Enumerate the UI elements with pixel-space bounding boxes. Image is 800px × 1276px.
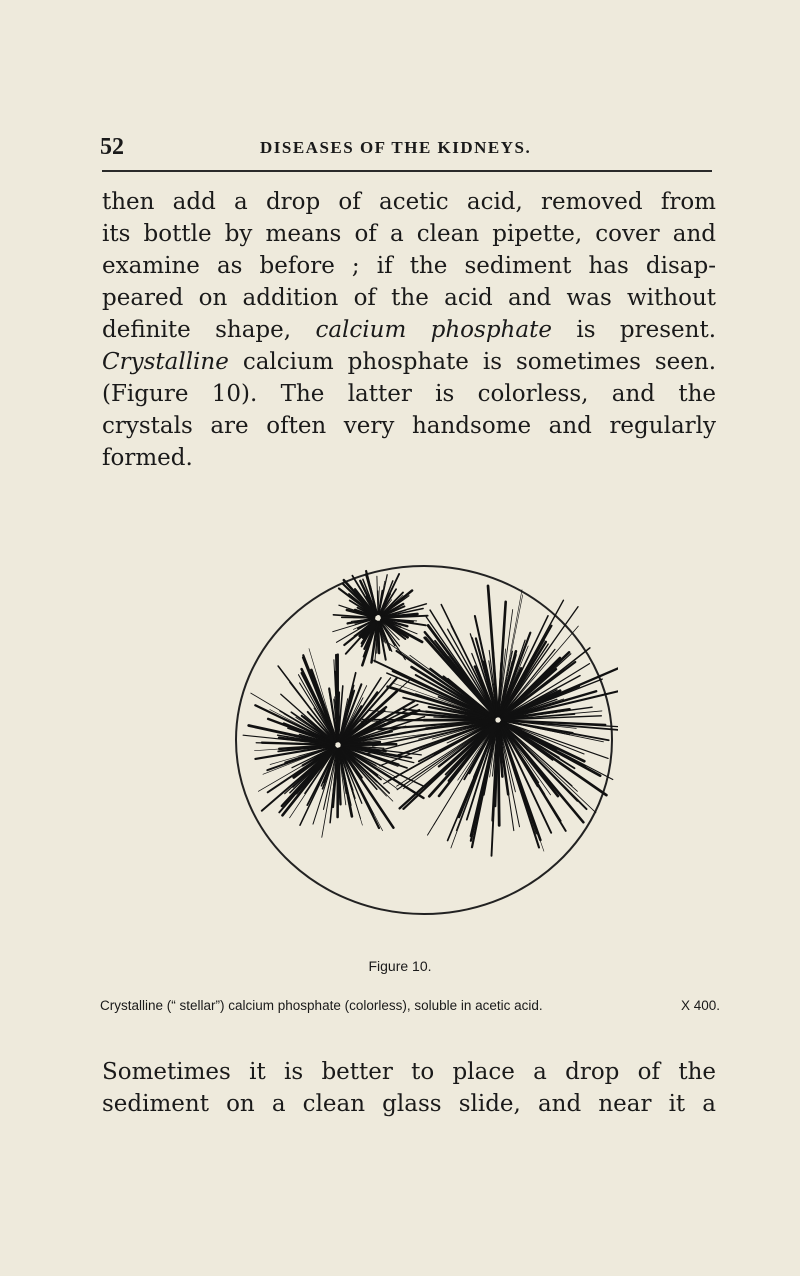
text-line: crystals are often very handsome and regularly [102, 413, 716, 439]
text-line: Sometimes it is better to place a drop of the [102, 1059, 716, 1085]
text-line: examine as before ; if the sediment has disap- [102, 253, 716, 279]
text-line: formed. [102, 445, 193, 471]
crystal-illustration [228, 560, 618, 930]
paragraph-2 [102, 1056, 716, 1120]
text-span: is present. [576, 317, 716, 343]
crystal-needle [362, 719, 494, 720]
paragraph-1 [102, 186, 716, 474]
text-span: calcium phosphate is sometimes seen. [242, 349, 717, 375]
italic-term: Crystalline [102, 349, 229, 375]
page-number: 52 [100, 134, 124, 160]
crystal-needle [498, 724, 499, 825]
italic-term: calcium phosphate [315, 317, 552, 343]
crystal-cluster-top [333, 571, 428, 665]
text-line: (Figure 10). The latter is colorless, and the [102, 381, 716, 407]
text-line: peared on addition of the acid and was without [102, 285, 716, 311]
text-line [102, 314, 716, 346]
text-span: definite shape, [102, 317, 292, 343]
magnification: X 400. [680, 998, 720, 1013]
text-line [102, 346, 716, 378]
header-rule [102, 170, 712, 172]
crystal-needle [342, 744, 396, 745]
figure-label: Figure 10. [368, 958, 432, 974]
text-line: its bottle by means of a clean pipette, cover and [102, 221, 716, 247]
text-line: then add a drop of acetic acid, removed from [102, 189, 716, 215]
page-header [100, 134, 712, 164]
text-line: sediment on a clean glass slide, and near it a [102, 1091, 716, 1117]
caption-text: Crystalline (“ stellar”) calcium phosphate (colorless), soluble in acetic acid. [100, 998, 543, 1013]
crystal-needle [501, 723, 584, 822]
running-head: DISEASES OF THE KIDNEYS. [260, 138, 532, 157]
figure-caption [100, 998, 720, 1013]
